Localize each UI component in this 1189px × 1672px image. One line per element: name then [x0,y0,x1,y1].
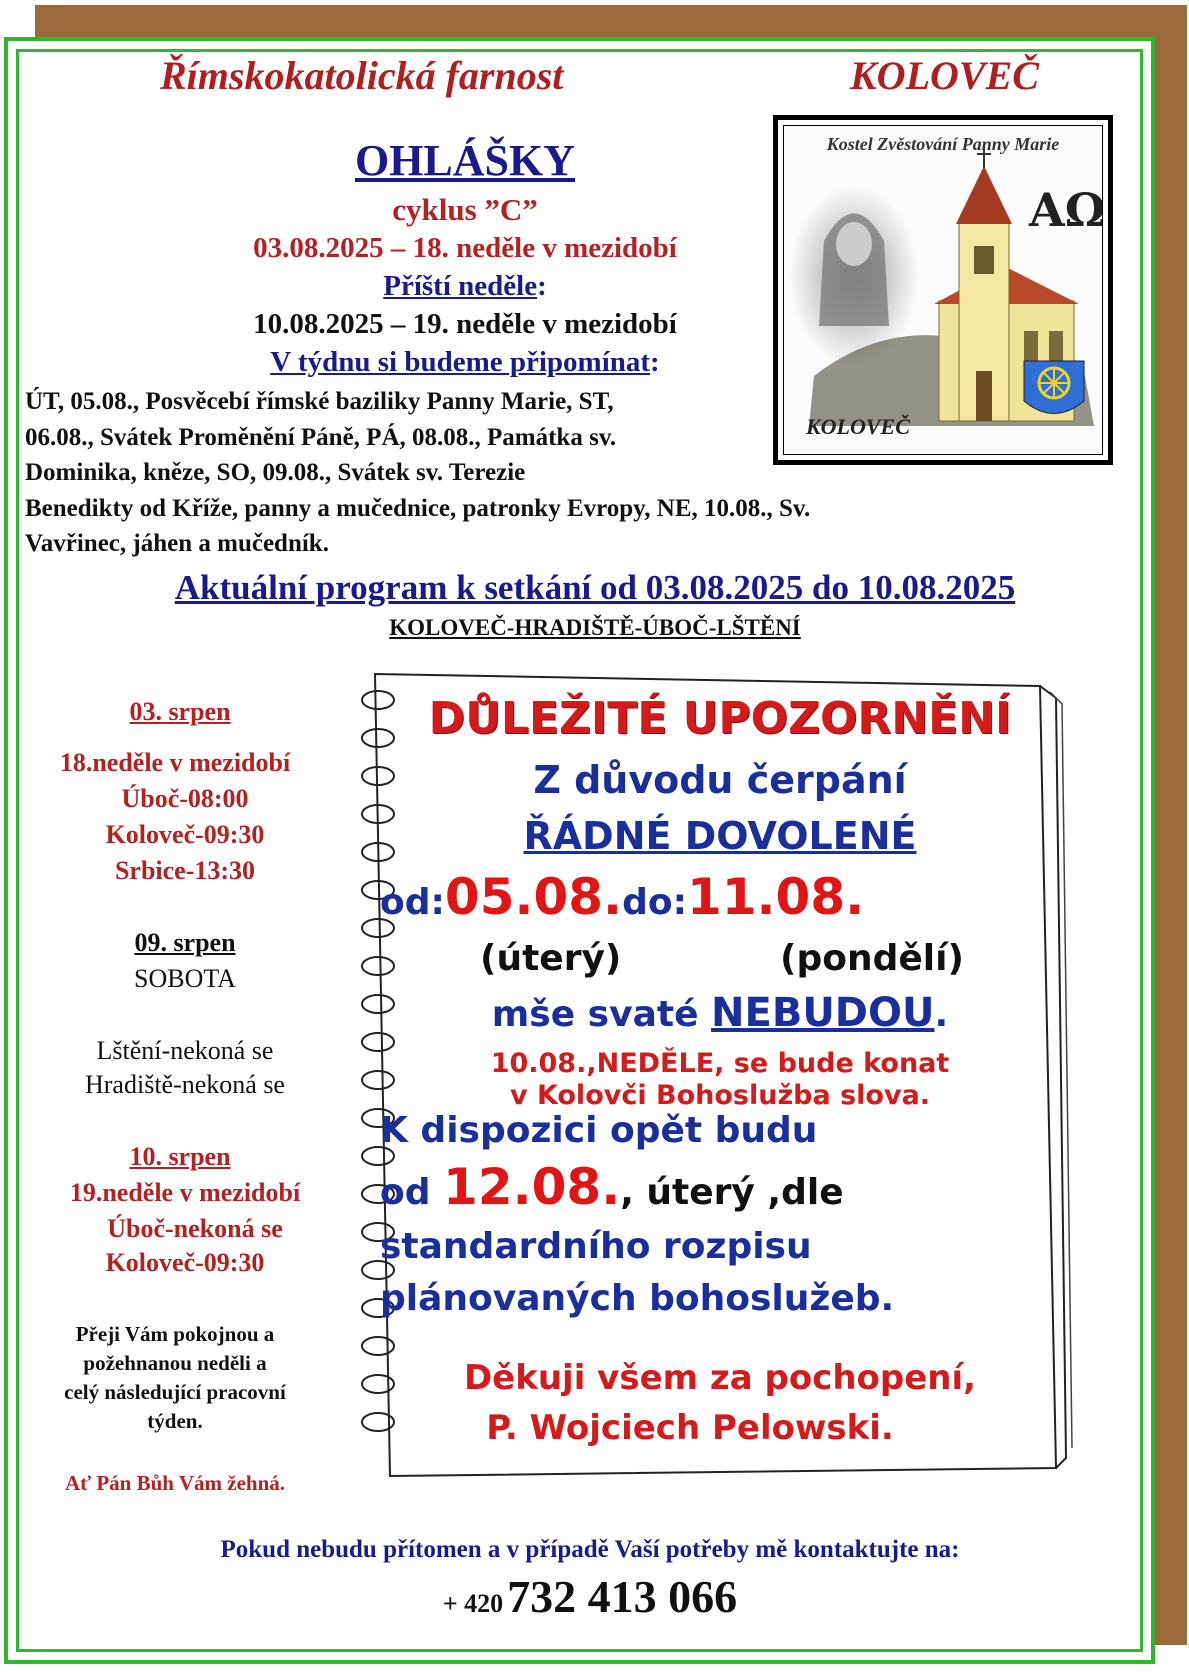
cycle-label: cyklus ”C” [392,192,538,227]
dot: . [934,994,949,1035]
notice-sunday1: 10.08.,NEDĚLE, se bude konat [490,1048,950,1079]
back-date: 12.08. [443,1158,621,1216]
notice-back1: K dispozici opět budu [380,1110,818,1151]
feast-line: ÚT, 05.08., Posvěcebí římské baziliky Panny Marie, ST, [25,388,614,415]
svg-text:AΩ: AΩ [1029,183,1106,237]
feast-line: Benedikty od Kříže, panny a mučednice, patronky Evropy, NE, 10.08., Sv. [25,494,811,522]
notice-back3: standardního rozpisu [380,1226,812,1267]
notice-title: DŮLEŽITÉ UPOZORNĚNÍ [428,693,1012,744]
feast-line: Dominika, kněze, SO, 09.08., Svátek sv. Terezie [25,459,526,486]
day1-mass: Úboč-08:00 [121,784,249,813]
to-date: 11.08. [686,868,865,926]
day1-name: 18.neděle v mezidobí [59,748,291,777]
program-places: KOLOVEČ-HRADIŠTĚ-ÚBOČ-LŠTĚNÍ [389,615,801,640]
town-title: KOLOVEČ [850,53,1039,98]
notice-thanks: Děkuji všem za pochopení, [463,1358,977,1398]
this-sunday: 03.08.2025 – 18. neděle v mezidobí [253,232,677,264]
od-label: od: [380,882,445,923]
day3-mass: Úboč-nekoná se [107,1214,283,1243]
contact-phone [40,1570,1140,1623]
notice-dates [380,868,1080,926]
blessing-line: Přeji Vám pokojnou a [75,1322,275,1346]
contact-text: Pokud nebudu přítomen a v případě Vaší potřeby mě kontaktujte na: [220,1536,960,1563]
next-sunday: 10.08.2025 – 19. neděle v mezidobí [253,308,677,340]
blessing-line: celý následující pracovní [64,1380,286,1404]
blessing-line: týden. [147,1409,203,1433]
to-day: (pondělí) [780,938,964,979]
day2-mass: Lštění-nekoná se [96,1036,274,1065]
colon: : [537,270,547,302]
notice-back4: plánovaných bohoslužeb. [380,1278,895,1319]
notice-back2 [380,1158,1080,1216]
day2-name: SOBOTA [134,964,236,993]
notice-signature: P. Wojciech Pelowski. [486,1408,894,1448]
day2-mass: Hradiště-nekoná se [85,1070,285,1099]
day1-date: 03. srpen [129,697,231,726]
notice-nebudou [350,990,1090,1036]
back-od: od [380,1172,444,1213]
next-sunday-label [150,270,780,303]
day2-date: 09. srpen [134,928,236,957]
week-label-text: V týdnu si budeme připomínat [270,346,651,378]
day1-mass: Koloveč-09:30 [105,820,265,849]
week-label [150,346,780,379]
next-sunday-label-text: Příští neděle [383,270,538,302]
from-day: (úterý) [480,938,622,979]
do-label: do: [622,882,687,923]
feast-line: Vavřinec, jáhen a mučedník. [25,530,329,557]
back-rest: , úterý ,dle [620,1172,844,1213]
alpha-omega-symbol [1028,183,1106,237]
day3-mass: Koloveč-09:30 [105,1248,265,1277]
notice-line: Z důvodu čerpání [533,758,907,802]
blessing-line: požehnanou neděli a [83,1351,267,1375]
photo-title: Kostel Zvěstování Panny Marie [826,134,1060,154]
ohlasky-title: OHLÁŠKY [354,136,576,185]
parish-title: Římskokatolická farnost [160,53,564,98]
notice-line: ŘÁDNÉ DOVOLENÉ [523,814,917,858]
feasts-paragraph [25,384,1025,562]
colon: : [650,346,660,378]
day3-name: 19.neděle v mezidobí [69,1178,301,1207]
notice-notebook [350,668,1090,1488]
phone-number[interactable]: 732 413 066 [507,1571,738,1622]
notice-sunday2: v Kolovči Bohoslužba slova. [509,1080,931,1111]
from-date: 05.08. [444,868,623,926]
photo-town: KOLOVEČ [806,414,910,439]
mse-text: mše svaté [491,994,712,1035]
phone-prefix: + 420 [442,1589,504,1618]
blessing-line: Ať Pán Bůh Vám žehná. [64,1471,285,1495]
feast-line: 06.08., Svátek Proměnění Páně, PÁ, 08.08., Památka sv. [25,423,617,451]
program-title: Aktuální program k setkání od 03.08.2025 do 10.08.2025 [174,568,1016,607]
day3-date: 10. srpen [129,1142,231,1171]
day1-mass: Srbice-13:30 [114,856,256,885]
nebudou: NEBUDOU [711,990,935,1036]
